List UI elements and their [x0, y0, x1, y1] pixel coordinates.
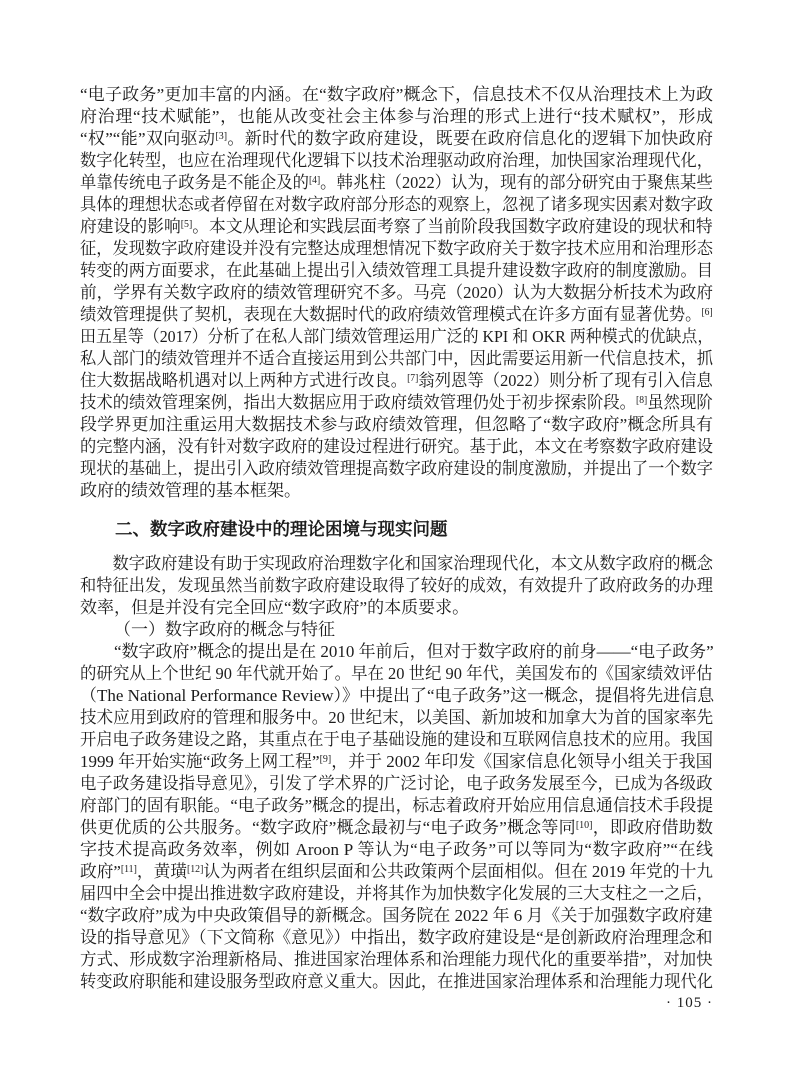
- footnote-ref: [5]: [180, 219, 193, 230]
- text-line: 府建设的影响[5]。本文从理论和实践层面考察了当前阶段我国数字政府建设的现状和特: [80, 217, 713, 236]
- footnote-ref: [3]: [215, 131, 228, 142]
- text-line: 的研究从上个世纪 90 年代就开始了。早在 20 世纪 90 年代，美国发布的《国家绩效评估: [80, 664, 713, 683]
- text-line: 政府的绩效管理的基本框架。: [80, 481, 301, 500]
- text-line: 技术的绩效管理案例，指出大数据应用于政府绩效管理仍处于初步探索阶段。[8]虽然现阶: [80, 393, 713, 412]
- text-line: 现状的基础上，提出引入政府绩效管理提高数字政府建设的制度激励，并提出了一个数字: [80, 459, 713, 478]
- subsection-heading: （一）数字政府的概念与特征: [114, 620, 335, 639]
- text-line: 住大数据战略机遇对以上两种方式进行改良。[7]翁列恩等（2022）则分析了现有引入信息: [80, 371, 713, 390]
- text-line: “电子政务”更加丰富的内涵。在“数字政府”概念下，信息技术不仅从治理技术上为政: [80, 85, 713, 104]
- text-line: （The National Performance Review）》中提出了“电子政务”这一概念，提倡将先进信息: [80, 686, 715, 705]
- footnote-ref: [7]: [407, 373, 419, 384]
- text-line: 供更优质的公共服务。“数字政府”概念最初与“电子政务”概念等同[10]，即政府借助数: [80, 818, 713, 837]
- text-line: 前，学界有关数字政府的绩效管理研究不多。马亮（2020）认为大数据分析技术为政府: [80, 283, 713, 302]
- text-line: 具体的理想状态或者停留在对数字政府部分形态的观察上，忽视了诸多现实因素对数字政: [80, 195, 713, 214]
- text-line: 转变政府职能和建设服务型政府意义重大。因此，在推进国家治理体系和治理能力现代化: [80, 972, 713, 991]
- text-line: 单靠传统电子政务是不能企及的[4]。韩兆柱（2022）认为，现有的部分研究由于聚焦某些: [80, 173, 713, 192]
- footnote-ref: [8]: [636, 395, 648, 406]
- text-line: 电子政务建设指导意见》，引发了学术界的广泛讨论，电子政务发展至今，已成为各级政: [80, 774, 713, 793]
- text-line: 段学界更加注重运用大数据技术参与政府绩效管理，但忽略了“数字政府”概念所具有: [80, 415, 713, 434]
- text-line: “数字政府”概念的提出是在 2010 年前后，但对于数字政府的前身——“电子政务”: [114, 642, 714, 661]
- text-line: 绩效管理提供了契机，表现在大数据时代的政府绩效管理模式在许多方面有显著优势。[6]: [80, 305, 713, 324]
- text-line: 数字化转型，也应在治理现代化逻辑下以技术治理驱动政府治理，加快国家治理现代化，: [80, 151, 713, 170]
- footnote-ref: [12]: [186, 864, 204, 875]
- text-line: 1999 年开始实施“政务上网工程”[9]，并于 2002 年印发《国家信息化领导小组关于我国: [80, 752, 713, 771]
- footnote-ref: [4]: [308, 175, 321, 186]
- footnote-ref: [6]: [701, 307, 713, 318]
- page-content: [80, 84, 713, 993]
- text-line: 府部门的固有职能。“电子政务”概念的提出，标志着政府开始应用信息通信技术手段提: [80, 796, 714, 815]
- text-line: “权”“能”双向驱动[3]。新时代的数字政府建设，既要在政府信息化的逻辑下加快政府: [80, 129, 714, 148]
- text-line: 数字政府建设有助于实现政府治理数字化和国家治理现代化，本文从数字政府的概念: [112, 554, 713, 573]
- text-line: 田五星等（2017）分析了在私人部门绩效管理运用广泛的 KPI 和 OKR 两种模式的优缺点，: [80, 327, 714, 346]
- paragraph: [80, 553, 713, 619]
- text-line: 技术应用到政府的管理和服务中。20 世纪末，以美国、新加坡和加拿大为首的国家率先: [80, 708, 714, 727]
- text-line: 的完整内涵，没有针对数字政府的建设过程进行研究。基于此，本文在考察数字政府建设: [80, 437, 713, 456]
- text-line: 转变的两方面要求，在此基础上提出引入绩效管理工具提升建设数字政府的制度激励。目: [80, 261, 713, 280]
- footnote-ref: [11]: [120, 864, 137, 875]
- text-line: 字技术提高政务效率，例如 Aroon P 等认为“电子政务”可以等同为“数字政府”“在线: [80, 840, 713, 859]
- text-line: 私人部门的绩效管理并不适合直接运用到公共部门中，因此需要运用新一代信息技术，抓: [80, 349, 713, 368]
- text-line: 方式、形成数字治理新格局、推进国家治理体系和治理能力现代化的重要举措”，对加快: [80, 950, 713, 969]
- section-heading: 二、数字政府建设中的理论困境与现实问题: [115, 519, 448, 539]
- text-line: 设的指导意见》（下文简称《意见》）中指出，数字政府建设是“是创新政府治理理念和: [80, 928, 713, 947]
- paragraph: [80, 641, 713, 993]
- footnote-ref: [9]: [319, 754, 332, 765]
- page-number: · 105 ·: [666, 995, 713, 1011]
- text-line: 政府”[11]，黄璜[12]认为两者在组织层面和公共政策两个层面相似。但在 2019 年党的十九: [80, 862, 714, 881]
- text-line: 届四中全会中提出推进数字政府建设，并将其作为加快数字化发展的三大支柱之一之后，: [80, 884, 713, 903]
- paragraph: [80, 84, 713, 502]
- text-line: 和特征出发，发现虽然当前数字政府建设取得了较好的成效，有效提升了政府政务的办理: [80, 576, 713, 595]
- text-line: 效率，但是并没有完全回应“数字政府”的本质要求。: [80, 598, 470, 617]
- footnote-ref: [10]: [575, 820, 593, 831]
- text-line: 征，发现数字政府建设并没有完整达成理想情况下数字政府关于数字技术应用和治理形态: [80, 239, 713, 258]
- text-line: 开启电子政务建设之路，其重点在于电子基础设施的建设和互联网信息技术的应用。我国: [80, 730, 713, 749]
- text-line: “数字政府”成为中央政策倡导的新概念。国务院在 2022 年 6 月《关于加强数字政府建: [80, 906, 713, 925]
- text-line: 府治理“技术赋能”，也能从改变社会主体参与治理的形式上进行“技术赋权”，形成: [80, 107, 713, 126]
